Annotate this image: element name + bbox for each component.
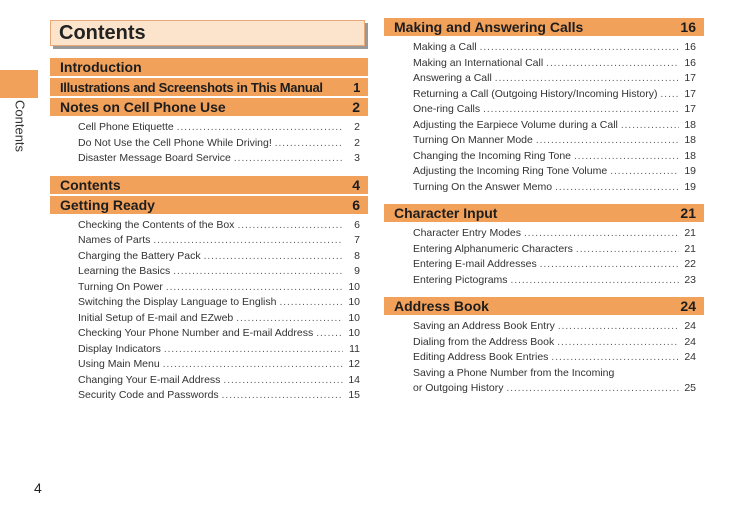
- dot-leader: [166, 282, 343, 293]
- toc-entry-text: Checking Your Phone Number and E-mail Address: [78, 327, 314, 339]
- toc-entry-text: Switching the Display Language to English: [78, 296, 277, 308]
- toc-entry-page: 12: [348, 358, 360, 370]
- toc-entry[interactable]: [78, 296, 368, 312]
- toc-list: [413, 41, 704, 196]
- toc-entry-page: 10: [348, 296, 360, 308]
- dot-leader: [275, 138, 343, 149]
- page-number: 4: [34, 480, 42, 496]
- toc-entry-text: Entering E-mail Addresses: [413, 258, 537, 270]
- toc-entry[interactable]: [78, 265, 368, 281]
- toc-entry-text: One-ring Calls: [413, 103, 481, 115]
- section-title: Address Book: [394, 298, 489, 314]
- toc-entry[interactable]: [413, 41, 704, 57]
- toc-list: [413, 227, 704, 289]
- toc-entry-page: 18: [684, 134, 696, 146]
- dot-leader: [540, 259, 679, 270]
- toc-entry-text: Learning the Basics: [78, 265, 171, 277]
- toc-entry-text: or Outgoing History: [413, 382, 504, 394]
- toc-entry-page: 25: [684, 382, 696, 394]
- toc-entry[interactable]: [78, 358, 368, 374]
- toc-entry-page: 21: [684, 227, 696, 239]
- toc-entry[interactable]: [78, 343, 368, 359]
- section-heading[interactable]: [50, 78, 368, 96]
- toc-entry-page: 18: [684, 118, 696, 131]
- toc-entry-text: Making a Call: [413, 41, 477, 53]
- dot-leader: [153, 235, 343, 246]
- toc-list: [413, 320, 704, 398]
- dot-leader: [524, 228, 679, 239]
- toc-entry-page: 24: [684, 335, 696, 348]
- toc-entry[interactable]: [78, 250, 368, 266]
- toc-entry-page: 23: [684, 273, 696, 286]
- side-label: Contents: [12, 100, 28, 153]
- toc-entry[interactable]: [413, 57, 704, 73]
- page-title-box: [50, 20, 365, 46]
- toc-entry[interactable]: [78, 121, 368, 137]
- toc-entry-text: Turning On the Answer Memo: [413, 180, 553, 193]
- toc-entry[interactable]: [78, 137, 368, 153]
- dot-leader: [546, 58, 679, 69]
- page-title: Contents: [59, 22, 146, 44]
- toc-entry[interactable]: [78, 281, 368, 297]
- section-heading[interactable]: [384, 204, 704, 222]
- toc-entry-page: 2: [354, 121, 360, 133]
- dot-leader: [610, 166, 679, 177]
- section-page: 21: [680, 205, 696, 221]
- dot-leader: [555, 182, 679, 193]
- dot-leader: [557, 337, 679, 348]
- toc-entry-page: 17: [684, 87, 696, 100]
- section-heading[interactable]: [384, 18, 704, 36]
- toc-entry[interactable]: [413, 351, 704, 367]
- toc-entry[interactable]: [413, 274, 704, 290]
- toc-entry-text: Entering Pictograms: [413, 273, 508, 286]
- toc-entry-text: Changing Your E-mail Address: [78, 373, 221, 386]
- toc-entry-text: Saving an Address Book Entry: [413, 320, 555, 332]
- section-page: 24: [680, 298, 696, 314]
- toc-entry-text: Disaster Message Board Service: [78, 152, 231, 164]
- dot-leader: [234, 153, 343, 164]
- toc-list: [78, 121, 368, 168]
- toc-entry-page: 19: [684, 180, 696, 193]
- toc-entry[interactable]: [413, 227, 704, 243]
- dot-leader: [495, 73, 679, 84]
- toc-entry-text: Checking the Contents of the Box: [78, 218, 235, 231]
- section-heading[interactable]: [384, 297, 704, 315]
- dot-leader: [551, 352, 679, 363]
- dot-leader: [173, 266, 343, 277]
- section-title: Notes on Cell Phone Use: [60, 99, 226, 115]
- toc-entry-page: 6: [354, 218, 360, 231]
- toc-entry[interactable]: [413, 367, 704, 383]
- dot-leader: [576, 244, 679, 255]
- section-title: Character Input: [394, 205, 498, 221]
- dot-leader: [164, 344, 343, 355]
- toc-entry-page: 24: [684, 320, 696, 332]
- dot-leader: [506, 383, 679, 394]
- toc-entry-page: 2: [354, 136, 360, 149]
- toc-entry-text: Cell Phone Etiquette: [78, 121, 174, 133]
- dot-leader: [558, 321, 679, 332]
- side-tab-marker: [0, 70, 38, 98]
- toc-entry-page: 22: [684, 258, 696, 270]
- dot-leader: [177, 122, 343, 133]
- toc-entry-page: 15: [348, 389, 360, 401]
- toc-entry-text: Turning On Manner Mode: [413, 134, 533, 146]
- dot-leader: [222, 390, 343, 401]
- toc-entry[interactable]: [78, 152, 368, 168]
- toc-entry-text: Character Entry Modes: [413, 227, 521, 239]
- toc-entry[interactable]: [413, 88, 704, 104]
- section-heading[interactable]: [50, 176, 368, 194]
- toc-entry-page: 10: [348, 280, 360, 293]
- toc-entry-page: 16: [684, 56, 696, 69]
- toc-entry-text: Charging the Battery Pack: [78, 249, 201, 262]
- toc-entry[interactable]: [78, 389, 368, 405]
- toc-entry[interactable]: [413, 258, 704, 274]
- toc-entry-page: 8: [354, 249, 360, 262]
- toc-entry[interactable]: [413, 243, 704, 259]
- dot-leader: [236, 313, 343, 324]
- dot-leader: [661, 89, 679, 100]
- section-page: 1: [353, 79, 360, 95]
- toc-entry-text: Making an International Call: [413, 56, 544, 69]
- toc-entry-text: Display Indicators: [78, 342, 161, 355]
- toc-entry[interactable]: [78, 219, 368, 235]
- dot-leader: [316, 328, 343, 339]
- dot-leader: [237, 220, 343, 231]
- section-heading[interactable]: [50, 98, 368, 116]
- dot-leader: [204, 251, 343, 262]
- section-title: Introduction: [60, 59, 142, 75]
- toc-entry[interactable]: [413, 72, 704, 88]
- toc-entry[interactable]: [413, 320, 704, 336]
- section-title: Getting Ready: [60, 196, 155, 213]
- toc-entry-page: 14: [348, 373, 360, 386]
- dot-leader: [621, 120, 679, 131]
- dot-leader: [536, 135, 679, 146]
- right-column: [384, 18, 704, 406]
- toc-entry-text: Changing the Incoming Ring Tone: [413, 149, 571, 162]
- dot-leader: [574, 151, 679, 162]
- toc-entry-page: 16: [684, 41, 696, 53]
- toc-entry[interactable]: [413, 103, 704, 119]
- dot-leader: [279, 297, 343, 308]
- left-column: [50, 58, 368, 413]
- toc-entry-text: Turning On Power: [78, 280, 163, 293]
- toc-entry-page: 10: [348, 327, 360, 339]
- toc-entry[interactable]: [413, 336, 704, 352]
- toc-entry[interactable]: [413, 134, 704, 150]
- section-title: Making and Answering Calls: [394, 19, 584, 35]
- toc-entry-text: Returning a Call (Outgoing History/Incoming History): [413, 87, 658, 100]
- toc-entry[interactable]: [78, 374, 368, 390]
- toc-entry-page: 11: [349, 342, 360, 355]
- toc-entry-text: Using Main Menu: [78, 358, 160, 370]
- toc-entry[interactable]: [78, 327, 368, 343]
- toc-entry[interactable]: [78, 234, 368, 250]
- section-page: 4: [352, 176, 360, 193]
- toc-list: [78, 219, 368, 405]
- toc-entry[interactable]: [78, 312, 368, 328]
- toc-entry-text: Initial Setup of E-mail and EZweb: [78, 311, 234, 324]
- toc-entry-page: 24: [684, 351, 696, 363]
- toc-entry-text: Answering a Call: [413, 72, 492, 84]
- section-title: Illustrations and Screenshots in This Manual: [60, 79, 323, 95]
- toc-entry-text: Entering Alphanumeric Characters: [413, 242, 573, 255]
- toc-entry[interactable]: [413, 382, 704, 398]
- section-page: 16: [680, 19, 696, 35]
- toc-entry-text: Adjusting the Incoming Ring Tone Volume: [413, 165, 608, 177]
- toc-entry-page: 17: [684, 72, 696, 84]
- toc-entry-page: 3: [354, 152, 360, 164]
- toc-entry-page: 18: [684, 149, 696, 162]
- toc-entry-text: Editing Address Book Entries: [413, 351, 549, 363]
- section-page: 6: [352, 196, 360, 213]
- toc-entry-text: Names of Parts: [78, 234, 151, 246]
- toc-entry-text: Dialing from the Address Book: [413, 335, 555, 348]
- section-title: Contents: [60, 176, 121, 193]
- toc-entry-page: 9: [354, 265, 360, 277]
- toc-entry-page: 17: [684, 103, 696, 115]
- dot-leader: [511, 275, 679, 286]
- toc-entry-page: 19: [684, 165, 696, 177]
- toc-entry-text: Saving a Phone Number from the Incoming: [413, 366, 615, 379]
- toc-entry-text: Security Code and Passwords: [78, 389, 219, 401]
- toc-entry-text: Adjusting the Earpiece Volume during a Call: [413, 118, 618, 131]
- dot-leader: [480, 42, 679, 53]
- toc-entry[interactable]: [413, 181, 704, 197]
- section-heading[interactable]: [50, 58, 368, 76]
- dot-leader: [163, 359, 343, 370]
- toc-entry[interactable]: [413, 165, 704, 181]
- section-heading[interactable]: [50, 196, 368, 214]
- dot-leader: [483, 104, 679, 115]
- toc-entry-page: 21: [684, 242, 696, 255]
- toc-entry-text: Do Not Use the Cell Phone While Driving!: [78, 136, 272, 149]
- toc-entry[interactable]: [413, 150, 704, 166]
- toc-entry-page: 7: [354, 234, 360, 246]
- dot-leader: [223, 375, 343, 386]
- toc-entry[interactable]: [413, 119, 704, 135]
- toc-entry-page: 10: [348, 311, 360, 324]
- section-page: 2: [352, 99, 360, 115]
